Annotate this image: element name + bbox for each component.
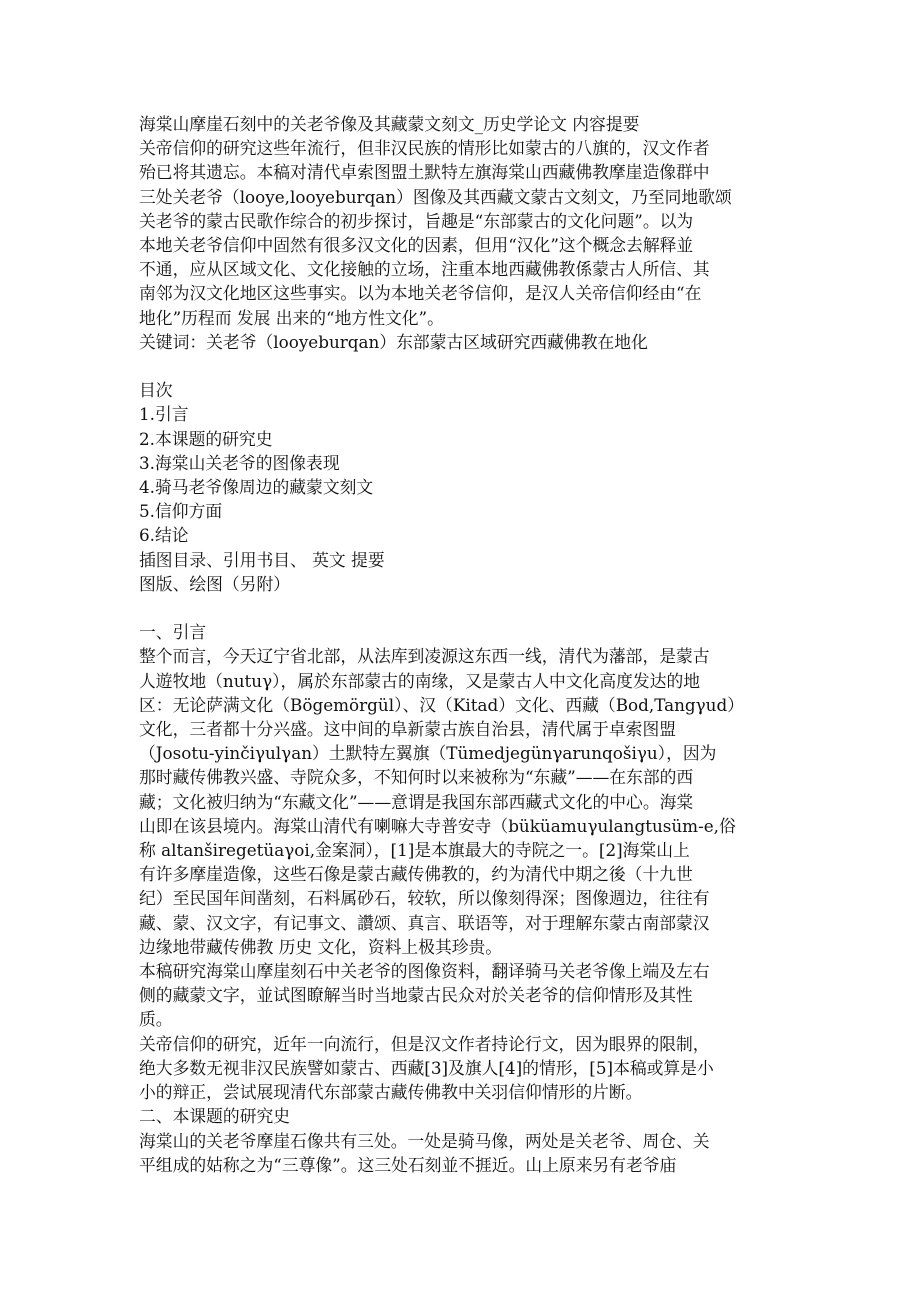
paragraph-line: 纪）至民国年间凿刻，石料属砂石，较软，所以像刻得深；图像週边，往往有 <box>139 888 710 909</box>
research-history-paragraph-1 <box>139 1129 789 1177</box>
toc-item: 1.引言 <box>139 404 189 425</box>
paragraph-line: 本稿研究海棠山摩崖刻石中关老爷的图像资料，翻译骑马关老爷像上端及左右 <box>139 961 710 982</box>
introduction-paragraph-1 <box>139 644 789 959</box>
abstract-paragraph <box>139 136 789 330</box>
paragraph-line: 山即在该县境内。海棠山清代有喇嘛大寺普安寺（büküamuγulangtusüm-e,俗 <box>139 815 736 836</box>
toc-item: 4.骑马老爷像周边的藏蒙文刻文 <box>139 477 374 498</box>
paragraph-line: 人遊牧地（nutuγ），属於东部蒙古的南缘，又是蒙古人中文化高度发达的地 <box>139 670 701 691</box>
paragraph-line: 有许多摩崖造像，这些石像是蒙古藏传佛教的，约为清代中期之後（十九世 <box>139 864 693 885</box>
section-heading-research-history: 二、本课题的研究史 <box>139 1106 291 1127</box>
section-heading-introduction: 一、引言 <box>139 622 207 643</box>
paragraph-line: 边缘地带藏传佛教 历史 文化，资料上极其珍贵。 <box>139 936 503 957</box>
toc-heading: 目次 <box>139 380 173 401</box>
blank-spacer <box>139 596 789 620</box>
paragraph-line: 质。 <box>139 1009 173 1030</box>
toc-item: 图版、绘图（另附） <box>139 573 291 594</box>
paragraph-line: 那时藏传佛教兴盛、寺院众多，不知何时以来被称为“东藏”——在东部的西 <box>139 767 694 788</box>
paragraph-line: 海棠山的关老爷摩崖石像共有三处。一处是骑马像，两处是关老爷、周仓、关 <box>139 1130 710 1151</box>
abstract-line: 地化”历程而 发展 出来的“地方性文化”。 <box>139 307 444 328</box>
paragraph-line: 关帝信仰的研究，近年一向流行，但是汉文作者持论行文，因为眼界的限制， <box>139 1033 710 1054</box>
abstract-line: 殆已将其遗忘。本稿对清代卓索图盟土默特左旗海棠山西藏佛教摩崖造像群中 <box>139 162 710 183</box>
document-title: 海棠山摩崖石刻中的关老爷像及其藏蒙文刻文_历史学论文 内容提要 <box>139 114 640 134</box>
paragraph-line: 区：无论萨满文化（Bögemörgül）、汉（Kitad）文化、西藏（Bod,Tangγud） <box>139 694 745 715</box>
paragraph-line: 小的辩正，尝试展现清代东部蒙古藏传佛教中关羽信仰情形的片断。 <box>139 1082 643 1103</box>
blank-spacer <box>139 354 789 378</box>
table-of-contents <box>139 378 789 596</box>
abstract-line: 关帝信仰的研究这些年流行，但非汉民族的情形比如蒙古的八旗的，汉文作者 <box>139 138 710 159</box>
keywords-line: 关键词：关老爷（looyeburqan）东部蒙古区域研究西藏佛教在地化 <box>139 331 648 352</box>
abstract-line: 不通，应从区域文化、文化接触的立场，注重本地西藏佛教係蒙古人所信、其 <box>139 259 710 280</box>
paragraph-line: 藏；文化被归纳为“东藏文化”——意谓是我国东部西藏式文化的中心。海棠 <box>139 791 694 812</box>
introduction-paragraph-2 <box>139 959 789 1032</box>
abstract-line: 三处关老爷（looye,looyeburqan）图像及其西藏文蒙古文刻文，乃至同地歌颂 <box>139 186 732 207</box>
paragraph-line: 平组成的姑称之为“三尊像”。这三处石刻並不捱近。山上原来另有老爷庙 <box>139 1154 677 1175</box>
toc-item: 3.海棠山关老爷的图像表现 <box>139 452 340 473</box>
paragraph-line: 藏、蒙、汉文字，有记事文、讚颂、真言、联语等，对于理解东蒙古南部蒙汉 <box>139 912 710 933</box>
abstract-line: 南邻为汉文化地区这些事实。以为本地关老爷信仰，是汉人关帝信仰经由“在 <box>139 283 702 304</box>
paragraph-line: 称 altanširegetüaγoi,金案洞），[1]是本旗最大的寺院之一。[2]海棠山上 <box>139 840 690 861</box>
document-body <box>139 112 789 1177</box>
toc-item: 2.本课题的研究史 <box>139 428 273 449</box>
toc-item: 6.结论 <box>139 525 189 546</box>
paragraph-line: （Josotu-yinčiγulγan）土默特左翼旗（Tümedjegünγarunqošiγu），因为 <box>139 743 717 764</box>
abstract-line: 关老爷的蒙古民歌作综合的初步探讨，旨趣是“东部蒙古的文化问题”。以为 <box>139 210 694 231</box>
toc-item: 插图目录、引用书目、 英文 提要 <box>139 549 385 570</box>
paragraph-line: 侧的藏蒙文字，並试图瞭解当时当地蒙古民众对於关老爷的信仰情形及其性 <box>139 985 693 1006</box>
toc-item: 5.信仰方面 <box>139 501 223 522</box>
abstract-line: 本地关老爷信仰中固然有很多汉文化的因素，但用“汉化”这个概念去解释並 <box>139 235 694 256</box>
introduction-paragraph-3 <box>139 1032 789 1105</box>
paragraph-line: 整个而言，今天辽宁省北部，从法库到凌源这东西一线，清代为藩部，是蒙古 <box>139 646 710 667</box>
paragraph-line: 文化，三者都十分兴盛。这中间的阜新蒙古族自治县，清代属于卓索图盟 <box>139 719 677 740</box>
paragraph-line: 绝大多数无视非汉民族譬如蒙古、西藏[3]及旗人[4]的情形，[5]本稿或算是小 <box>139 1057 714 1078</box>
